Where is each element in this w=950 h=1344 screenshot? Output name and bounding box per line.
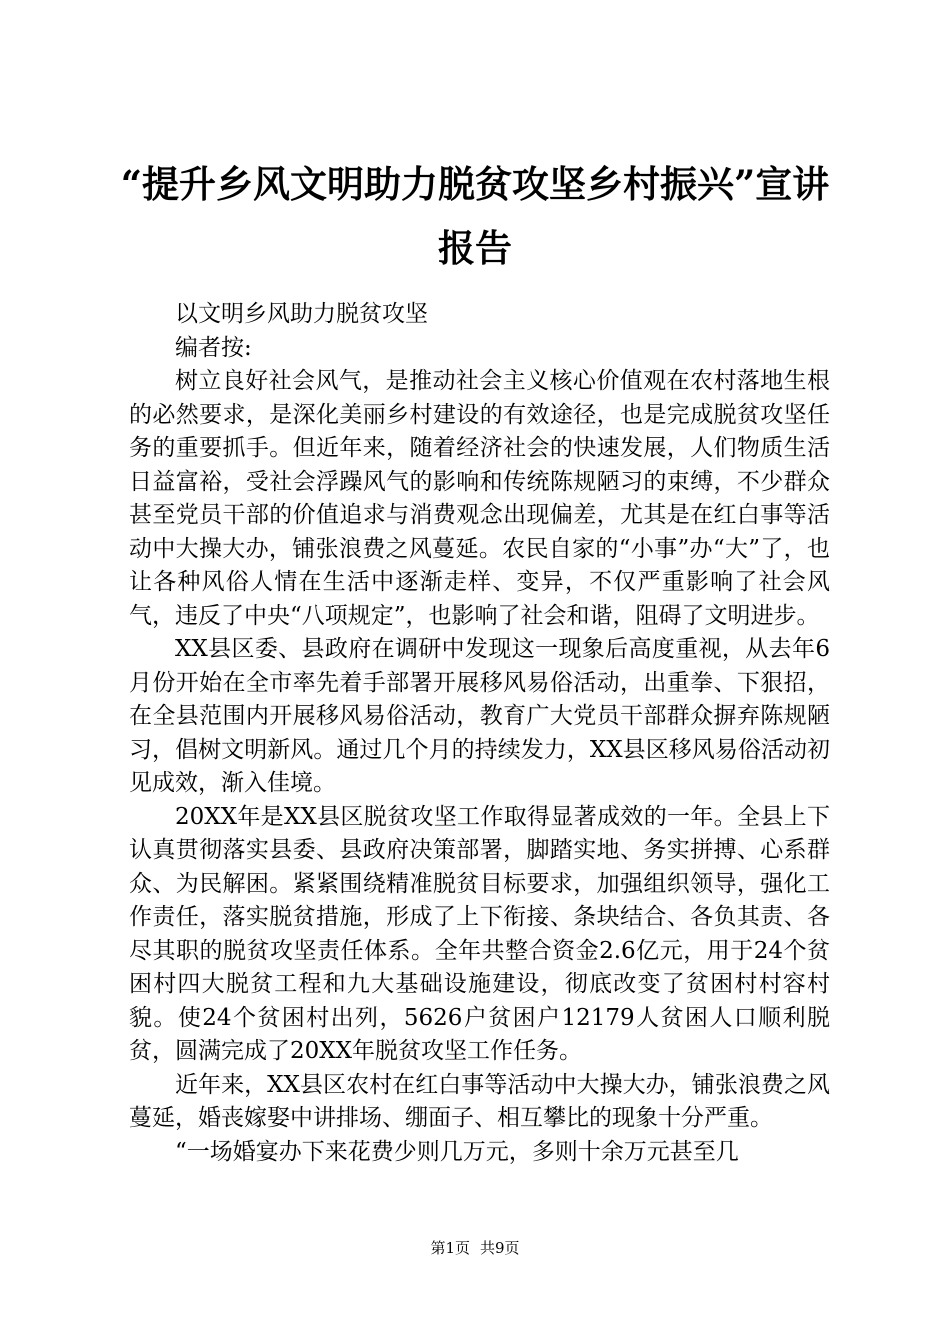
paragraph: 近年来，XX县区农村在红白事等活动中大操大办，铺张浪费之风蔓延，婚丧嫁娶中讲排场、绷面子、相互攀比的现象十分严重。 xyxy=(129,1071,830,1131)
editor-note-label: 编者按: xyxy=(175,334,252,361)
document-title-line-2: 报告 xyxy=(438,226,512,270)
paragraph: “一场婚宴办下来花费少则几万元，多则十余万元甚至几 xyxy=(175,1138,739,1165)
page-number-current: 第1页 xyxy=(430,1239,470,1257)
paragraph: XX县区委、县政府在调研中发现这一现象后高度重视，从去年6月份开始在全市率先着手部署开展移风易俗活动，出重拳、下狠招，在全县范围内开展移风易俗活动，教育广大党员干部群众摒弃陈规陋习，倡树文明新风。通过几个月的持续发力，XX县区移风易俗活动初见成效，渐入佳境。 xyxy=(129,636,830,796)
document-title-line-1: “提升乡风文明助力脱贫攻坚乡村振兴”宣讲 xyxy=(120,162,830,206)
paragraph: 20XX年是XX县区脱贫攻坚工作取得显著成效的一年。全县上下认真贯彻落实县委、县政府决策部署，脚踏实地、务实拼搏、心系群众、为民解困。紧紧围绕精准脱贫目标要求，加强组织领导，强化工作责任，落实脱贫措施，形成了上下衔接、条块结合、各负其责、各尽其职的脱贫攻坚责任体系。全年共整合资金2.6亿元，用于24个贫困村四大脱贫工程和九大基础设施建设，彻底改变了贫困村村容村貌。使24个贫困村出列，5626户贫困户12179人贫困人口顺利脱贫，圆满完成了20XX年脱贫攻坚工作任务。 xyxy=(129,803,830,1064)
document-body xyxy=(129,298,830,1169)
page-footer xyxy=(0,1238,950,1258)
page-number-total: 共9页 xyxy=(480,1239,520,1257)
paragraph: 树立良好社会风气，是推动社会主义核心价值观在农村落地生根的必然要求，是深化美丽乡村建设的有效途径，也是完成脱贫攻坚任务的重要抓手。但近年来，随着经济社会的快速发展，人们物质生活日益富裕，受社会浮躁风气的影响和传统陈规陋习的束缚，不少群众甚至党员干部的价值追求与消费观念出现偏差，尤其是在红白事等活动中大操大办，铺张浪费之风蔓延。农民自家的“小事”办“大”了，也让各种风俗人情在生活中逐渐走样、变异，不仅严重影响了社会风气，违反了中央“八项规定”，也影响了社会和谐，阻碍了文明进步。 xyxy=(129,368,830,629)
document-subtitle: 以文明乡风助力脱贫攻坚 xyxy=(175,301,428,327)
